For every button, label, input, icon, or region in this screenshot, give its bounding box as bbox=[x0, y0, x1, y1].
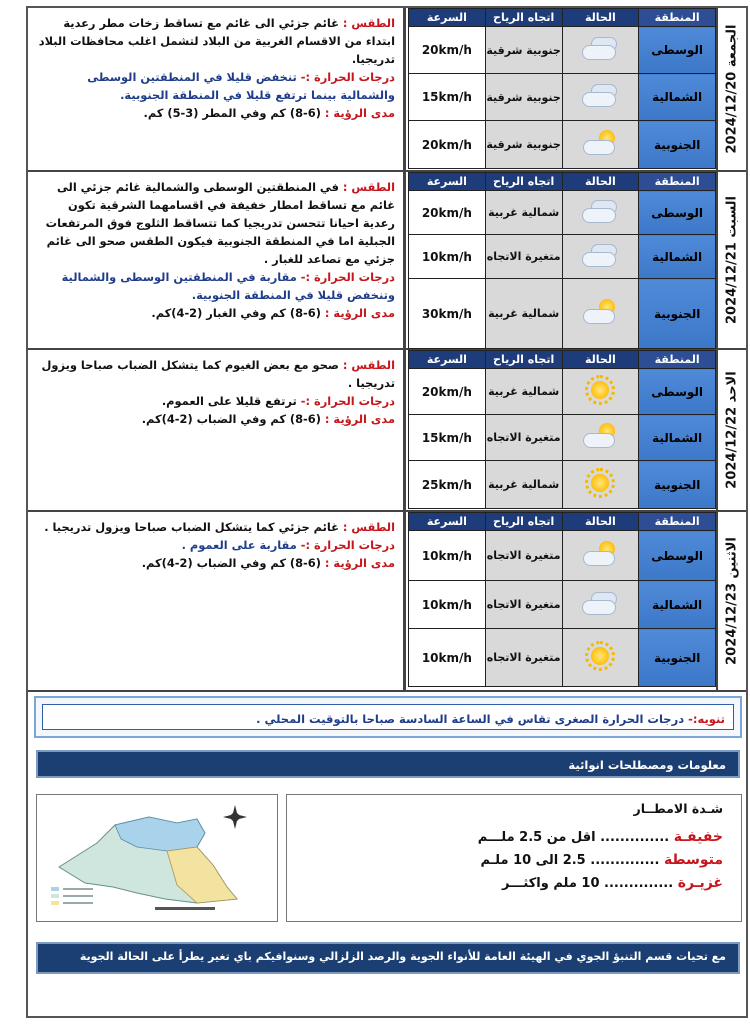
rain-title: شـدة الامطــار bbox=[633, 801, 723, 816]
table-row bbox=[409, 121, 716, 169]
sun-icon bbox=[579, 641, 621, 671]
weather-label: الطقس : bbox=[342, 520, 395, 534]
wind-cell: جنوبية شرقية bbox=[485, 27, 562, 74]
rain-level-dots: .............. bbox=[590, 853, 660, 868]
cloud-icon bbox=[579, 80, 621, 110]
table-row bbox=[409, 74, 716, 121]
header-state: الحالة bbox=[562, 513, 639, 531]
day-description bbox=[28, 512, 406, 690]
speed-cell: 10km/h bbox=[409, 235, 486, 279]
header-wind: اتجاه الرياح bbox=[485, 351, 562, 369]
visibility-text: (6-8) كم وفي الضباب (2-4)كم. bbox=[141, 412, 321, 426]
temp-text: مقاربة على العموم . bbox=[181, 538, 297, 552]
state-cell bbox=[562, 27, 639, 74]
rain-intensity-box bbox=[286, 794, 742, 922]
weather-label: الطقس : bbox=[342, 180, 395, 194]
temp-label: درجات الحرارة :- bbox=[300, 538, 395, 552]
rain-level bbox=[305, 849, 723, 872]
rain-level-dots: .............. bbox=[600, 830, 670, 845]
state-cell bbox=[562, 629, 639, 687]
day-block-1 bbox=[28, 8, 746, 172]
wind-cell: متغيرة الاتجاه bbox=[485, 531, 562, 581]
day-table bbox=[408, 350, 716, 509]
wind-cell: شمالية غربية bbox=[485, 461, 562, 509]
rain-level bbox=[305, 826, 723, 849]
weather-text: صحو مع بعض الغيوم كما يتشكل الضباب صباحا ويزول تدريجيا . bbox=[41, 358, 395, 390]
header-region: المنطقة bbox=[639, 173, 716, 191]
wind-cell: جنوبية شرقية bbox=[485, 74, 562, 121]
speed-cell: 15km/h bbox=[409, 74, 486, 121]
region-cell: الجنوبية bbox=[639, 279, 716, 349]
header-speed: السرعة bbox=[409, 173, 486, 191]
iraq-map bbox=[36, 794, 278, 922]
weather-text: غائم جزئي الى غائم مع تساقط زخات مطر رعدية ابتداء من الاقسام الغربية من البلاد لتشمل اغلب محافظات البلاد تدريجيا. bbox=[38, 16, 395, 66]
rain-level-dots: .............. bbox=[604, 876, 674, 891]
header-speed: السرعة bbox=[409, 351, 486, 369]
wind-cell: شمالية غربية bbox=[485, 191, 562, 235]
speed-cell: 10km/h bbox=[409, 581, 486, 629]
info-section bbox=[34, 794, 744, 922]
date-column bbox=[716, 512, 746, 690]
state-cell bbox=[562, 369, 639, 415]
partly-cloudy-icon bbox=[579, 128, 621, 158]
note-box bbox=[34, 696, 742, 738]
info-bar: معلومات ومصطلحات انوائية bbox=[36, 750, 740, 778]
header-state: الحالة bbox=[562, 351, 639, 369]
compass-rose-icon bbox=[223, 805, 247, 829]
region-cell: الشمالية bbox=[639, 581, 716, 629]
speed-cell: 20km/h bbox=[409, 191, 486, 235]
speed-cell: 20km/h bbox=[409, 369, 486, 415]
table-row bbox=[409, 191, 716, 235]
wind-cell: جنوبية شرقية bbox=[485, 121, 562, 169]
temp-text: تنخفض قليلا في المنطقتين الوسطى والشمالية بينما ترتفع قليلا في المنطقة الجنوبية. bbox=[87, 70, 395, 102]
header-region: المنطقة bbox=[639, 9, 716, 27]
cloud-icon bbox=[579, 196, 621, 226]
weather-text: في المنطقتين الوسطى والشمالية غائم جزئي الى غائم مع تساقط امطار خفيفة في اقسامهما الشرقية تكون رعدية احيانا تتحسن تدريجيا كما تتساقط الثلوج فوق المرتفعات الجبلية اما في المنطقة الجنوبية فيكون الطقس صحو الى غائم جزئي مع تصاعد للغبار . bbox=[45, 180, 395, 266]
table-row bbox=[409, 27, 716, 74]
speed-cell: 15km/h bbox=[409, 415, 486, 461]
header-speed: السرعة bbox=[409, 9, 486, 27]
day-description bbox=[28, 8, 406, 170]
table-row bbox=[409, 581, 716, 629]
region-cell: الجنوبية bbox=[639, 461, 716, 509]
day-block-2 bbox=[28, 172, 746, 350]
table-row bbox=[409, 279, 716, 349]
wind-cell: شمالية غربية bbox=[485, 369, 562, 415]
visibility-text: (6-8) كم وفي الغبار (2-4)كم. bbox=[151, 306, 321, 320]
region-cell: الشمالية bbox=[639, 74, 716, 121]
visibility-label: مدى الرؤية : bbox=[324, 556, 395, 570]
wind-cell: متغيرة الاتجاه bbox=[485, 581, 562, 629]
rain-level-desc: 2.5 الى 10 ملـم bbox=[480, 853, 586, 868]
rain-level-desc: 10 ملم واكثـــر bbox=[501, 876, 600, 891]
partly-cloudy-icon bbox=[579, 421, 621, 451]
wind-cell: متغيرة الاتجاه bbox=[485, 235, 562, 279]
day-description bbox=[28, 172, 406, 348]
header-wind: اتجاه الرياح bbox=[485, 9, 562, 27]
speed-cell: 25km/h bbox=[409, 461, 486, 509]
note-label: تنويه:- bbox=[688, 712, 725, 726]
region-cell: الوسطى bbox=[639, 531, 716, 581]
wind-cell: شمالية غربية bbox=[485, 279, 562, 349]
header-state: الحالة bbox=[562, 173, 639, 191]
table-row bbox=[409, 461, 716, 509]
state-cell bbox=[562, 191, 639, 235]
weather-label: الطقس : bbox=[342, 16, 395, 30]
visibility-text: (6-8) كم وفي الضباب (2-4)كم. bbox=[141, 556, 321, 570]
region-cell: الوسطى bbox=[639, 369, 716, 415]
footer-bar: مع تحيات قسم التنبؤ الجوي في الهيئة العامة للأنواء الجوية والرصد الزلزالي وسنوافيكم باي تغير يطرأ على الحالة الجوية bbox=[36, 942, 740, 974]
date-column bbox=[716, 172, 746, 348]
state-cell bbox=[562, 461, 639, 509]
state-cell bbox=[562, 121, 639, 169]
temp-label: درجات الحرارة :- bbox=[300, 270, 395, 284]
state-cell bbox=[562, 581, 639, 629]
temp-label: درجات الحرارة :- bbox=[300, 70, 395, 84]
state-cell bbox=[562, 235, 639, 279]
forecast-sheet bbox=[26, 6, 748, 1018]
visibility-text: (6-8) كم وفي المطر (3-5) كم. bbox=[143, 106, 321, 120]
cloud-icon bbox=[579, 588, 621, 618]
day-date: الاحد 2024/12/22 bbox=[724, 371, 740, 489]
day-description bbox=[28, 350, 406, 510]
visibility-label: مدى الرؤية : bbox=[324, 106, 395, 120]
rain-level-name: غزيـرة bbox=[677, 875, 723, 891]
rain-level-name: خفيفـة bbox=[673, 829, 723, 845]
speed-cell: 10km/h bbox=[409, 531, 486, 581]
rain-level-desc: اقل من 2.5 ملـــم bbox=[477, 830, 596, 845]
rain-level-name: متوسطة bbox=[663, 852, 723, 868]
rain-level bbox=[305, 872, 723, 895]
region-cell: الشمالية bbox=[639, 415, 716, 461]
region-cell: الجنوبية bbox=[639, 121, 716, 169]
temp-text: ترتفع قليلا على العموم. bbox=[161, 394, 297, 408]
speed-cell: 20km/h bbox=[409, 27, 486, 74]
note bbox=[42, 704, 734, 730]
header-region: المنطقة bbox=[639, 513, 716, 531]
region-cell: الشمالية bbox=[639, 235, 716, 279]
region-cell: الجنوبية bbox=[639, 629, 716, 687]
cloud-icon bbox=[579, 33, 621, 63]
temp-label: درجات الحرارة :- bbox=[300, 394, 395, 408]
day-date: الجمعة 2024/12/20 bbox=[724, 24, 740, 154]
sun-icon bbox=[579, 375, 621, 405]
table-row bbox=[409, 629, 716, 687]
temp-text: مقاربة في المنطقتين الوسطى والشمالية وتنخفض قليلا في المنطقة الجنوبية. bbox=[61, 270, 395, 302]
speed-cell: 20km/h bbox=[409, 121, 486, 169]
day-table bbox=[408, 512, 716, 687]
day-block-4 bbox=[28, 512, 746, 692]
header-wind: اتجاه الرياح bbox=[485, 173, 562, 191]
date-column bbox=[716, 8, 746, 170]
state-cell bbox=[562, 415, 639, 461]
day-table bbox=[408, 172, 716, 349]
speed-cell: 30km/h bbox=[409, 279, 486, 349]
day-date: السبت 2024/12/21 bbox=[724, 195, 740, 325]
note-text: درجات الحرارة الصغرى تقاس في الساعة السادسة صباحا بالتوقيت المحلي . bbox=[256, 712, 685, 726]
wind-cell: متغيرة الاتجاه bbox=[485, 629, 562, 687]
table-row bbox=[409, 235, 716, 279]
visibility-label: مدى الرؤية : bbox=[324, 412, 395, 426]
weather-label: الطقس : bbox=[342, 358, 395, 372]
partly-cloudy-icon bbox=[579, 297, 621, 327]
weather-text: غائم جزئي كما يتشكل الضباب صباحا ويزول تدريجيا . bbox=[44, 520, 339, 534]
region-cell: الوسطى bbox=[639, 191, 716, 235]
header-wind: اتجاه الرياح bbox=[485, 513, 562, 531]
day-table bbox=[408, 8, 716, 169]
visibility-label: مدى الرؤية : bbox=[324, 306, 395, 320]
header-state: الحالة bbox=[562, 9, 639, 27]
day-date: الاثنين 2024/12/23 bbox=[724, 537, 740, 665]
region-cell: الوسطى bbox=[639, 27, 716, 74]
table-row bbox=[409, 369, 716, 415]
speed-cell: 10km/h bbox=[409, 629, 486, 687]
cloud-icon bbox=[579, 240, 621, 270]
date-column bbox=[716, 350, 746, 510]
state-cell bbox=[562, 74, 639, 121]
table-row bbox=[409, 531, 716, 581]
table-row bbox=[409, 415, 716, 461]
partly-cloudy-icon bbox=[579, 539, 621, 569]
map-image bbox=[37, 795, 277, 921]
wind-cell: متغيرة الاتجاه bbox=[485, 415, 562, 461]
header-speed: السرعة bbox=[409, 513, 486, 531]
header-region: المنطقة bbox=[639, 351, 716, 369]
sun-icon bbox=[579, 468, 621, 498]
state-cell bbox=[562, 531, 639, 581]
day-block-3 bbox=[28, 350, 746, 512]
state-cell bbox=[562, 279, 639, 349]
